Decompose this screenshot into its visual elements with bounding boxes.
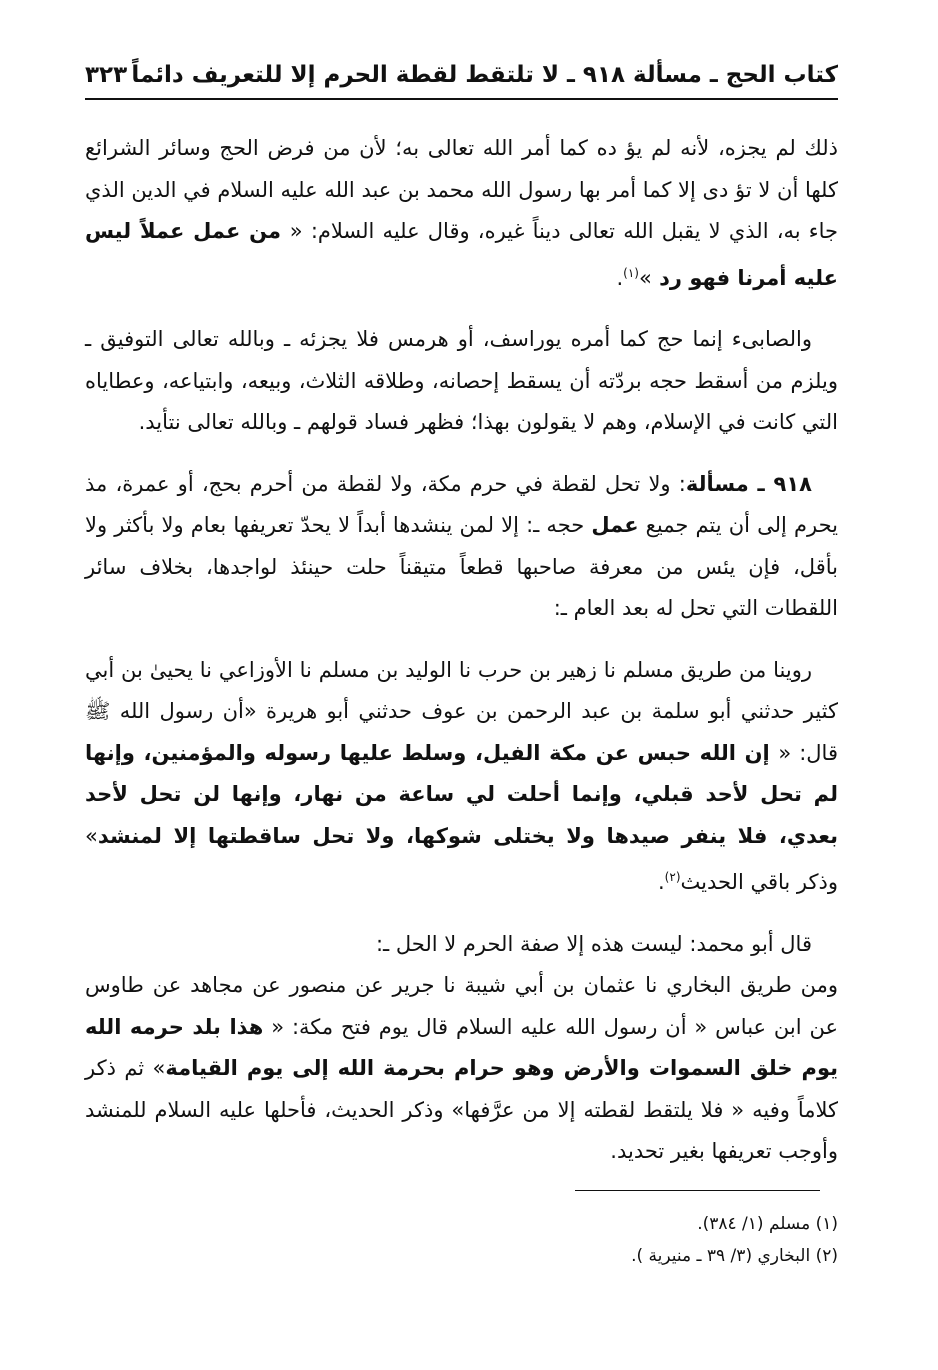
hadith-quote-2: إن الله حبس عن مكة الفيل، وسلط عليها رسوله والمؤمنين، وإنها لم تحل لأحد قبلي، وإنما أحلت لي ساعة من نهار، وإنها لن تحل لأحد بعدي، فلا ينفر صيدها ولا يختلى شوكها، ولا تحل ساقطتها إلا لمنشد [85, 740, 838, 848]
paragraph-3 [85, 464, 838, 630]
hadith-quote: من عمل عملاً ليس عليه أمرنا فهو رد [85, 219, 838, 290]
footnotes [631, 1208, 838, 1272]
footnote-2: (٢) البخاري (٣/ ٣٩ ـ منيرية ). [631, 1246, 838, 1266]
footnote-separator [575, 1190, 820, 1191]
paragraph-5: قال أبو محمد: ليست هذه إلا صفة الحرم لا الحل ـ: [375, 931, 812, 956]
paragraph-2: والصابىء إنما حج كما أمره يوراسف، أو هرمس فلا يجزئه ـ وبالله تعالى التوفيق ـ ويلزم من أسقط حجه بردّته أن يسقط إحصانه، وطلاقه الثلاث، وبيعه، وابتياعه، وعطاياه التي كانت في الإسلام، وهم لا يقولون بهذا؛ فظهر فساد قولهم ـ وبالله تعالى نتأيد. [85, 327, 838, 434]
paragraph-3-bold-word: عمل [591, 513, 639, 537]
paragraph-6-tail: » ثم ذكر كلاماً وفيه « فلا يلتقط لقطته إلا من عرَّفها» وذكر الحديث، فأحلها عليه السلام للمنشد وأوجب تعريفها بغير تحديد. [85, 1056, 838, 1163]
paragraph-6-text: ومن طريق البخاري نا عثمان بن أبي شيبة نا جرير عن منصور عن مجاهد عن طاوس عن ابن عباس « أن رسول الله عليه السلام قال يوم فتح مكة: « [85, 973, 838, 1039]
paragraph-1-text: ذلك لم يجزه، لأنه لم يؤ ده كما أمر الله تعالى به؛ لأن من فرض الحج وسائر الشرائع كلها أن لا تؤ دى إلا كما أمر بها رسول الله محمد بن عبد الله عليه السلام في الدين الذي جاء به، الذي لا يقبل الله تعالى ديناً غيره، وقال عليه السلام: « [85, 136, 838, 243]
body-text [85, 128, 838, 1193]
paragraph-4 [85, 650, 838, 904]
issue-heading: ٩١٨ ـ مسألة [685, 471, 812, 496]
paragraph-1 [85, 128, 838, 299]
hadith-quote-3: هذا بلد حرمه الله يوم خلق السموات والأرض وهو حرام بحرمة الله إلى يوم القيامة [85, 1014, 838, 1080]
paragraph-6 [85, 965, 838, 1173]
paragraph-1-end: . [616, 265, 624, 290]
page-number: ٣٢٣ [85, 62, 128, 88]
quote-close: » [638, 265, 652, 290]
footnote-1: (١) مسلم (١/ ٣٨٤). [697, 1214, 838, 1234]
footnote-ref-1: (١) [623, 265, 639, 280]
paragraph-4-end: . [657, 870, 665, 894]
paragraph-4-tail: » وذكر باقي الحديث [85, 823, 838, 894]
running-header [85, 52, 838, 100]
paragraph-3-text-a: : ولا تحل لقطة في حرم مكة، ولا لقطة من أحرم بحج، أو عمرة، مذ يحرم إلى أن يتم جميع [85, 471, 839, 537]
paragraph-3-text-b: حجه ـ: إلا لمن ينشدها أبداً لا يحدّ تعريفها بعام ولا بأكثر ولا بأقل، فإن يئس من معرفة صاحبها قطعاً متيقناً حلت حينئذ لواجدها، بخلاف سائر اللقطات التي تحل له بعد العام ـ: [85, 513, 838, 620]
paragraph-4-text: روينا من طريق مسلم نا زهير بن حرب نا الوليد بن مسلم نا الأوزاعي نا يحيىٰ بن أبي كثير حدثني أبو سلمة بن عبد الرحمن بن عوف حدثني أبو هريرة «أن رسول الله ﷺ قال: « [85, 657, 838, 765]
running-title: كتاب الحج ـ مسألة ٩١٨ ـ لا تلتقط لقطة الحرم إلا للتعريف دائماً [131, 62, 838, 88]
footnote-ref-2: (٢) [664, 870, 681, 884]
